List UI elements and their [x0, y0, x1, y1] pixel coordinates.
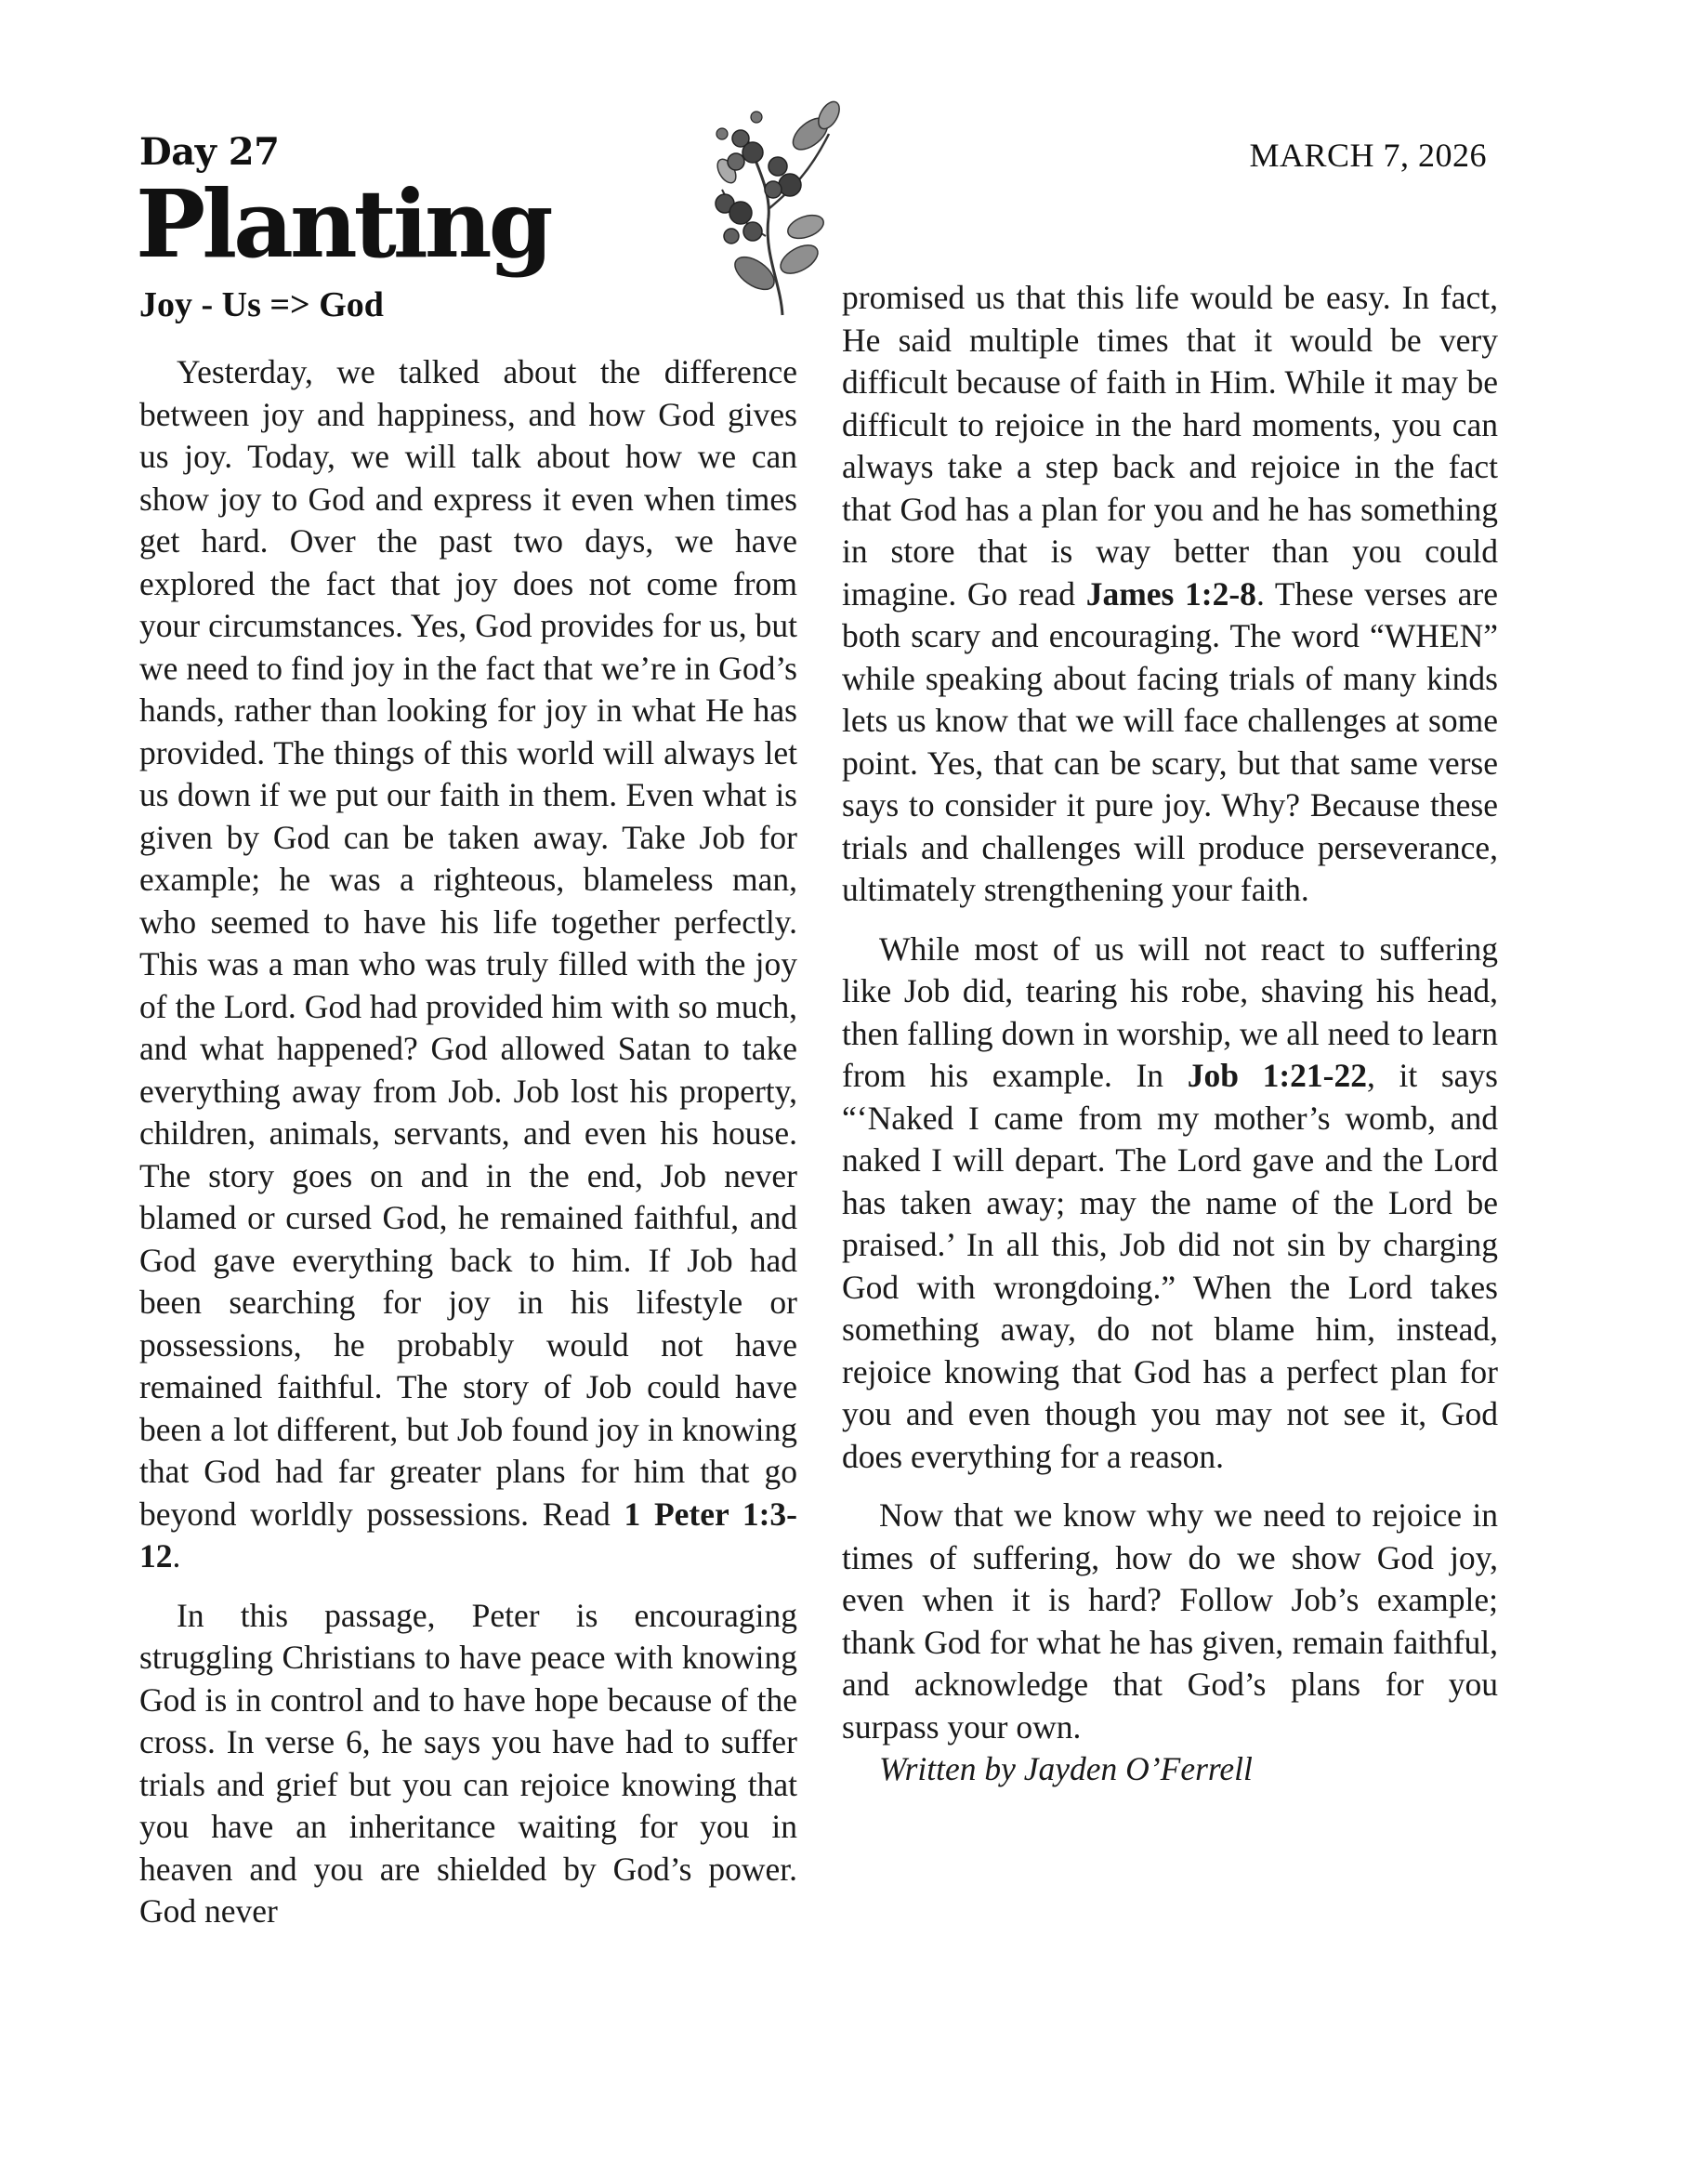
right-column	[842, 277, 1498, 1791]
right-p1-end: . These verses are both scary and encouraging. The word “WHEN” while speaking about facing trials of many kinds lets us know that we will face challenges at some point. Yes, that can be scary, but that same verse says to consider it pure joy. Why? Because these trials and challenges will produce perseverance, ultimately strengthening your faith.	[842, 574, 1498, 908]
blueberry-branch-icon	[699, 97, 857, 320]
left-paragraph-1	[139, 351, 797, 1578]
scripture-ref-james: James 1:2-8	[1085, 574, 1256, 613]
scripture-ref-1-peter: 1 Peter 1:3-12	[139, 1495, 797, 1575]
subtitle: Joy - Us => God	[139, 285, 384, 324]
left-p1-end: .	[172, 1537, 181, 1575]
right-paragraph-2	[842, 929, 1498, 1479]
right-p2-start: While most of us will not react to suffering like Job did, tearing his robe, shaving his head, then falling down in worship, we all need to learn from his example. In	[842, 929, 1498, 1094]
right-paragraph-1	[842, 277, 1498, 912]
right-p2-end: , it says “‘Naked I came from my mother’s womb, and naked I will depart. The Lord gave and the Lord has taken away; may the name of the Lord be praised.’ In all this, Job did not sin by charging God with wrongdoing.” When the Lord takes something away, do not blame him, instead, rejoice knowing that God has a perfect plan for you and even though you may not see it, God does everything for a reason.	[842, 1057, 1498, 1475]
right-paragraph-3: Now that we know why we need to rejoice in times of suffering, how do we show God joy, even when it is hard? Follow Job’s example; thank God for what he has given, remain faithful, and acknowledge that God’s plans for you surpass your own.	[842, 1496, 1498, 1746]
day-label: Day 27	[139, 130, 280, 174]
left-p1-text: Yesterday, we talked about the difference between joy and happiness, and how God gives us joy. Today, we will talk about how we can show joy to God and express it even when times get hard. Over the past two days, we have explored the fact that joy does not come from your circumstances. Yes, God provides for us, but we need to find joy in the fact that we’re in God’s hands, rather than looking for joy in what He has provided. The things of this world will always let us down if we put our faith in them. Even what is given by God can be taken away. Take Job for example; he was a righteous, blameless man, who seemed to have his life together perfectly. This was a man who was truly filled with the joy of the Lord. God had provided him with so much, and what happened? God allowed Satan to take everything away from Job. Job lost his property, children, animals, servants, and even his house. The story goes on and in the end, Job never blamed or cursed God, he remained faithful, and God gave everything back to him. If Job had been searching for joy in his lifestyle or possessions, he probably would not have remained faithful. The story of Job could have been a lot different, but Job found joy in knowing that God had far greater plans for him that go beyond worldly possessions. Read	[139, 353, 797, 1533]
right-p1-start: promised us that this life would be easy. In fact, He said multiple times that it would be very difficult because of faith in Him. While it may be difficult to rejoice in the hard moments, you can always take a step back and rejoice in the fact that God has a plan for you and he has something in store that is way better than you could imagine. Go read	[842, 279, 1498, 613]
left-paragraph-2: In this passage, Peter is encouraging struggling Christians to have peace with knowing God is in control and to have hope because of the cross. In verse 6, he says you have had to suffer trials and grief but you can rejoice knowing that you have an inheritance waiting for you in heaven and you are shielded by God’s power. God never	[139, 1596, 797, 1930]
author-credit: Written by Jayden O’Ferrell	[879, 1750, 1253, 1787]
date-label: MARCH 7, 2026	[1249, 137, 1487, 174]
page-title: Planting	[136, 169, 550, 279]
left-column	[139, 351, 797, 1933]
scripture-ref-job: Job 1:21-22	[1187, 1057, 1367, 1094]
